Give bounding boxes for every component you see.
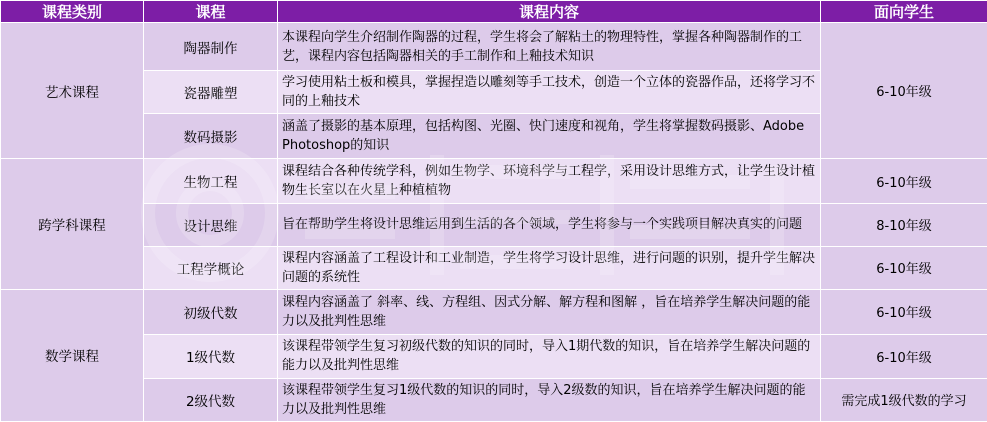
course-cell: 瓷器雕塑 (144, 71, 278, 114)
content-cell: 课程结合各种传统学科，例如生物学、环境科学与工程学，采用设计思维方式，让学生设计植物生长室以在火星上种植植物 (278, 159, 821, 203)
table-row (1, 334, 987, 378)
table-row (1, 23, 987, 71)
audience-cell: 6-10年级 (821, 334, 987, 378)
header-row (1, 1, 987, 23)
audience-cell-art: 6-10年级 (821, 23, 987, 159)
table-row (1, 378, 987, 421)
audience-cell: 8-10年级 (821, 203, 987, 246)
content-cell: 课程内容涵盖了工程设计和工业制造，学生将学习设计思维，进行问题的识别，提升学生解决问题的系统性 (278, 246, 821, 289)
table-row (1, 289, 987, 334)
audience-cell: 6-10年级 (821, 289, 987, 334)
audience-cell: 6-10年级 (821, 246, 987, 289)
content-cell: 旨在帮助学生将设计思维运用到生活的各个领域，学生将参与一个实践项目解决真实的问题 (278, 203, 821, 246)
header-audience: 面向学生 (821, 1, 987, 23)
course-cell: 数码摄影 (144, 114, 278, 159)
header-course: 课程 (144, 1, 278, 23)
table-row (1, 203, 987, 246)
course-cell: 设计思维 (144, 203, 278, 246)
content-cell: 该课程带领学生复习初级代数的知识的同时，导入1期代数的知识，旨在培养学生解决问题的能力以及批判性思维 (278, 334, 821, 378)
category-cell-art: 艺术课程 (1, 23, 144, 159)
content-cell: 涵盖了摄影的基本原理，包括构图、光圈、快门速度和视角，学生将掌握数码摄影、Adobe Photoshop的知识 (278, 114, 821, 159)
course-cell: 工程学概论 (144, 246, 278, 289)
course-cell: 陶器制作 (144, 23, 278, 71)
course-cell: 2级代数 (144, 378, 278, 421)
audience-cell: 6-10年级 (821, 159, 987, 203)
category-cell-interdisciplinary: 跨学科课程 (1, 159, 144, 289)
course-cell: 生物工程 (144, 159, 278, 203)
course-cell: 1级代数 (144, 334, 278, 378)
header-content: 课程内容 (278, 1, 821, 23)
header-category: 课程类别 (1, 1, 144, 23)
course-cell: 初级代数 (144, 289, 278, 334)
content-cell: 本课程向学生介绍制作陶器的过程，学生将会了解粘土的物理特性，掌握各种陶器制作的工艺，课程内容包括陶器相关的手工制作和上釉技术知识 (278, 23, 821, 71)
content-cell: 该课程带领学生复习1级代数的知识的同时，导入2级数的知识，旨在培养学生解决问题的能力以及批判性思维 (278, 378, 821, 421)
audience-cell: 需完成1级代数的学习 (821, 378, 987, 421)
content-cell: 学习使用粘土板和模具，掌握捏造以雕刻等手工技术，创造一个立体的瓷器作品，还将学习不同的上釉技术 (278, 71, 821, 114)
content-cell: 课程内容涵盖了 斜率、线、方程组、因式分解、解方程和图解 ，旨在培养学生解决问题的能力以及批判性思维 (278, 289, 821, 334)
table-row (1, 246, 987, 289)
category-cell-math: 数学课程 (1, 289, 144, 421)
table-row (1, 159, 987, 203)
